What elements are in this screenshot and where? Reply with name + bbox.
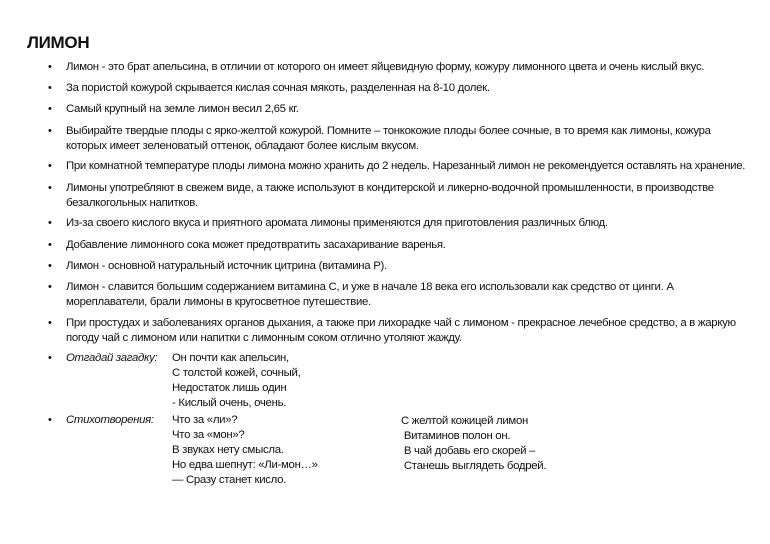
item-text: Самый крупный на земле лимон весил 2,65 кг.	[66, 103, 299, 115]
bullet-icon: •	[48, 125, 52, 137]
item-text: Лимоны употребляют в свежем виде, а также используют в кондитерской и ликерно-водочной промышленности, в производстве	[66, 182, 714, 194]
verse-line: Что за «мон»?	[172, 429, 245, 441]
poems-label: Стихотворения:	[66, 414, 154, 426]
bullet-icon: •	[48, 217, 52, 229]
item-text: мореплаватели, брали лимоны в кругосветное путешествие.	[66, 296, 371, 308]
bullet-icon: •	[48, 160, 52, 172]
item-text: Лимон - это брат апельсина, в отличии от которого он имеет яйцевидную форму, кожуру лимонного цвета и очень кислый вкус.	[66, 61, 705, 73]
item-text: безалкогольных напитков.	[66, 197, 198, 209]
verse-line: Что за «ли»?	[172, 414, 238, 426]
poem-1	[172, 413, 318, 488]
item-text: При комнатной температуре плоды лимона можно хранить до 2 недель. Нарезанный лимон не рекомендуется оставлять на хранение.	[66, 160, 746, 172]
verse-line: - Кислый очень, очень.	[172, 397, 287, 409]
bullet-icon: •	[48, 352, 52, 364]
poem-2	[401, 414, 546, 474]
verse-line: С толстой кожей, сочный,	[172, 367, 301, 379]
bullet-icon: •	[48, 239, 52, 251]
bullet-icon: •	[48, 61, 52, 73]
bullet-icon: •	[48, 182, 52, 194]
verse-line: Он почти как апельсин,	[172, 352, 289, 364]
item-text: За пористой кожурой скрывается кислая сочная мякоть, разделенная на 8-10 долек.	[66, 82, 490, 94]
bullet-icon: •	[48, 260, 52, 272]
item-text: При простудах и заболеваниях органов дыхания, а также при лихорадке чай с лимоном - прекрасное лечебное средство, а в жаркую	[66, 317, 736, 329]
item-text: Выбирайте твердые плоды с ярко-желтой кожурой. Помните – тонкокожие плоды более сочные, в то время как лимоны, кожура	[66, 125, 711, 137]
item-text: погоду чай с лимоном или напитки с лимонным соком отлично утоляют жажду.	[66, 332, 462, 344]
item-text: Добавление лимонного сока может предотвратить засахаривание варенья.	[66, 239, 446, 251]
verse-line: Недостаток лишь один	[172, 382, 287, 394]
verse-line: — Сразу станет кисло.	[172, 474, 287, 486]
riddle-label: Отгадай загадку:	[66, 352, 158, 364]
bullet-icon: •	[48, 317, 52, 329]
verse-line: Витаминов полон он.	[401, 430, 511, 442]
item-text: Лимон - основной натуральный источник цитрина (витамина Р).	[66, 260, 387, 272]
item-text: Лимон - славится большим содержанием витамина С, и уже в начале 18 века его использовали как средство от цинги. А	[66, 281, 674, 293]
bullet-icon: •	[48, 414, 52, 426]
page-title: ЛИМОН	[27, 33, 90, 52]
verse-line: Станешь выглядеть бодрей.	[401, 460, 547, 472]
verse-line: Но едва шепнут: «Ли-мон…»	[172, 459, 318, 471]
verse-line: В звуках нету смысла.	[172, 444, 284, 456]
riddle-verse	[172, 351, 300, 411]
verse-line: С желтой кожицей лимон	[401, 415, 528, 427]
verse-line: В чай добавь его скорей –	[401, 445, 536, 457]
bullet-icon: •	[48, 82, 52, 94]
item-text: Из-за своего кислого вкуса и приятного аромата лимоны применяются для приготовления различных блюд.	[66, 217, 608, 229]
bullet-icon: •	[48, 281, 52, 293]
item-text: которых имеет зеленоватый оттенок, обладают более кислым вкусом.	[66, 140, 419, 152]
bullet-icon: •	[48, 103, 52, 115]
